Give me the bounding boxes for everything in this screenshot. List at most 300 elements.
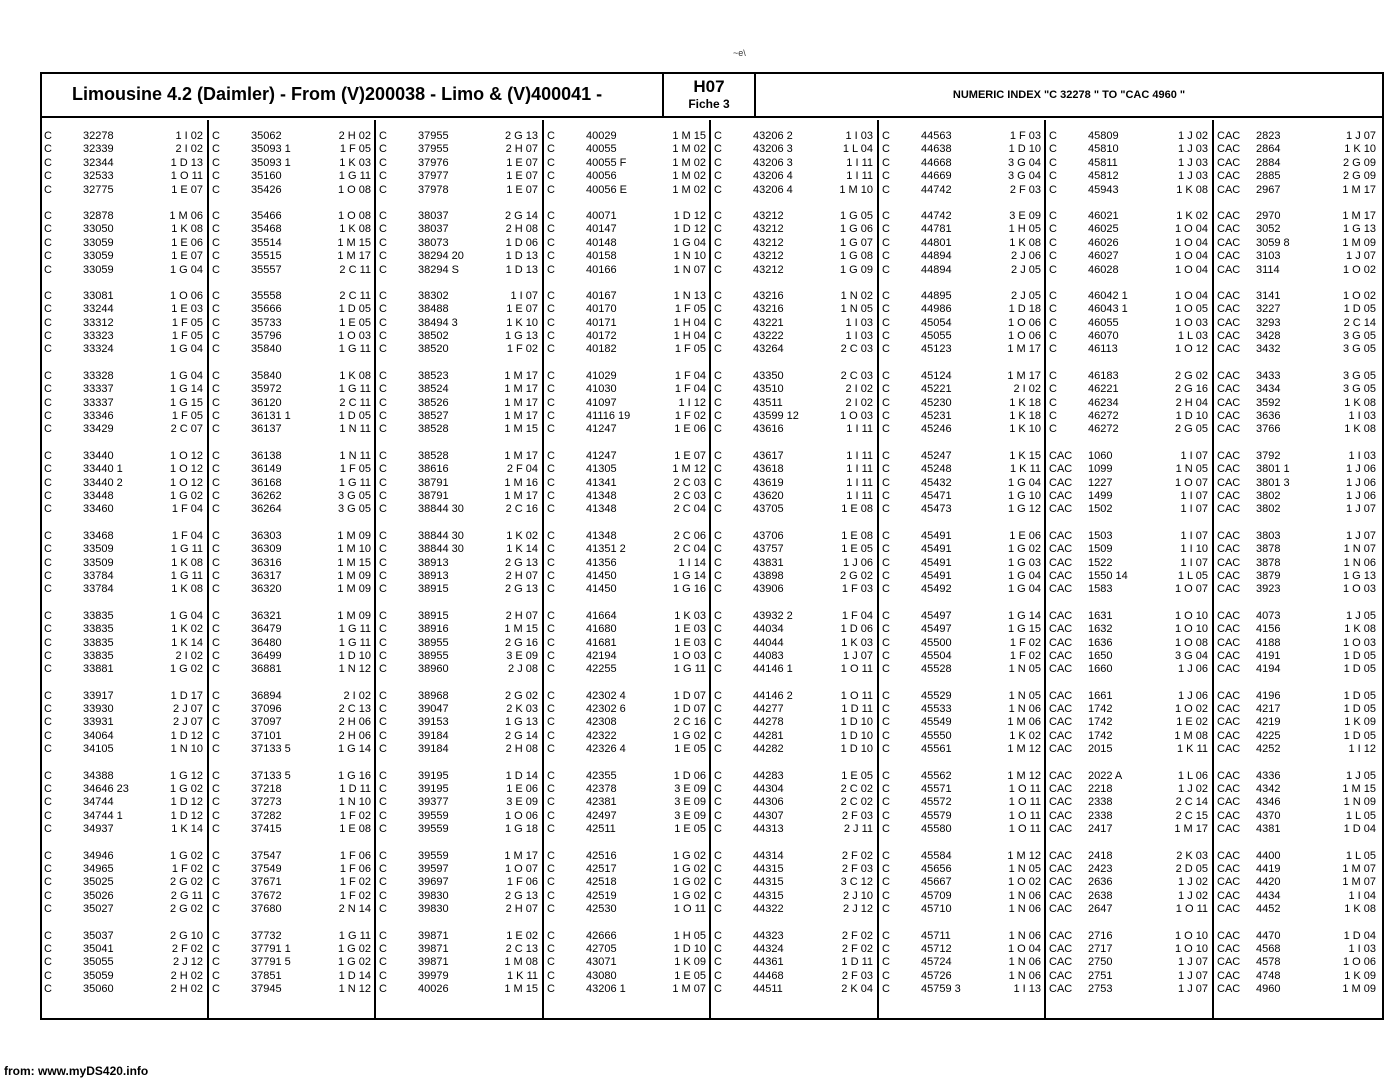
index-entry [1217,143,1381,156]
index-entry [212,264,376,277]
fiche-reference: 1 N 06 [1008,903,1041,916]
index-entry [882,730,1046,743]
part-number: 44277 [753,703,784,716]
part-number: 41029 [586,369,617,382]
fiche-reference: 2 I 02 [343,689,371,702]
part-number: 40148 [586,236,617,249]
part-number: 39559 [418,823,449,836]
part-number: 3433 [1256,369,1281,382]
part-number: 37977 [418,170,449,183]
fiche-reference: 1 K 10 [506,316,538,329]
part-number: 38494 3 [418,316,458,329]
entry-prefix: C [882,636,890,649]
part-number: 45247 [921,449,952,462]
fiche-reference: 1 D 18 [1008,303,1041,316]
fiche-reference: 1 G 02 [672,862,706,875]
fiche-reference: 1 N 06 [1008,969,1041,982]
part-number: 45528 [921,663,952,676]
index-entry [547,503,711,516]
entry-prefix: C [547,156,555,169]
fiche-reference: 1 I 07 [510,289,538,302]
index-entry [1049,796,1213,809]
index-entry [882,850,1046,863]
index-entry [44,890,208,903]
entry-prefix: C [547,529,555,542]
entry-prefix: C [212,876,220,889]
entry-prefix: C [882,583,890,596]
entry-prefix: C [44,303,52,316]
entry-prefix: C [212,783,220,796]
part-number: 44742 [921,183,952,196]
part-number: 40071 [586,209,617,222]
part-number: 43212 [753,263,784,276]
part-number: 40056 E [586,183,627,196]
index-entry [547,463,711,476]
entry-prefix: C [547,143,555,156]
fiche-reference: 1 M 07 [672,983,706,996]
index-entry [547,943,711,956]
entry-prefix: C [882,903,890,916]
entry-prefix: C [882,343,890,356]
fiche-reference: 1 O 06 [1342,956,1376,969]
part-number: 41348 [586,529,617,542]
index-entry [44,570,208,583]
entry-prefix: C [547,476,555,489]
fiche-reference: 1 M 12 [1007,769,1041,782]
entry-prefix: C [1049,383,1057,396]
fiche-reference: 1 O 06 [1007,316,1041,329]
entry-prefix: C [1049,289,1057,302]
part-number: 40171 [586,316,617,329]
index-entry [379,143,543,156]
entry-group [714,130,878,197]
index-entry [882,543,1046,556]
entry-prefix: C [714,529,722,542]
fiche-reference: 1 N 06 [1343,556,1376,569]
entry-prefix: CAC [1049,983,1073,996]
part-number: 1499 [1088,489,1113,502]
index-entry [1049,317,1213,330]
part-number: 33312 [83,316,114,329]
entry-group [547,210,711,277]
entry-prefix: C [212,410,220,423]
fiche-reference: 1 J 07 [1346,130,1376,142]
index-entry [714,943,878,956]
index-entry [212,743,376,756]
entry-group [714,210,878,277]
fiche-reference: 1 G 02 [672,876,706,889]
part-number: 45123 [921,343,952,356]
fiche-reference: 1 E 08 [841,529,873,542]
entry-prefix: C [1049,316,1057,329]
entry-group [547,130,711,197]
fiche-reference: 1 K 02 [506,529,538,542]
fiche-reference: 2 H 07 [505,143,538,156]
index-column [44,130,208,1009]
entry-group [1049,210,1213,277]
part-number: 33324 [83,343,114,356]
entry-prefix: C [379,636,387,649]
fiche-reference: 1 F 05 [339,143,371,156]
index-entry [212,876,376,889]
entry-group [44,770,208,837]
fiche-reference: 1 I 03 [845,330,873,343]
entry-group [1217,930,1381,997]
fiche-reference: 1 G 02 [672,889,706,902]
entry-prefix: C [714,609,722,622]
fiche-reference: 3 E 09 [506,796,538,809]
fiche-reference: 1 O 08 [1174,636,1208,649]
fiche-reference: 1 G 08 [839,250,873,263]
entry-prefix: C [212,143,220,156]
part-number: 42516 [586,849,617,862]
entry-prefix: C [379,503,387,516]
index-entry [1049,170,1213,183]
part-number: 33784 [83,583,114,596]
part-number: 42194 [586,649,617,662]
index-entry [714,610,878,623]
entry-group [1049,850,1213,917]
fiche-reference: 1 M 15 [337,236,371,249]
part-number: 40172 [586,330,617,343]
entry-prefix: C [1049,130,1057,142]
part-number: 44468 [753,969,784,982]
entry-prefix: C [44,623,52,636]
entry-prefix: C [714,716,722,729]
entry-group [882,290,1046,357]
entry-prefix: C [547,330,555,343]
fiche-reference: 1 J 06 [1178,689,1208,702]
fiche-reference: 1 E 05 [841,543,873,556]
part-number: 44044 [753,636,784,649]
index-entry [44,663,208,676]
part-number: 38960 [418,663,449,676]
part-number: 4370 [1256,809,1281,822]
index-entry [44,237,208,250]
entry-prefix: C [44,369,52,382]
entry-prefix: C [547,583,555,596]
index-entry [44,730,208,743]
part-number: 1742 [1088,703,1113,716]
index-entry [547,903,711,916]
entry-prefix: CAC [1049,716,1073,729]
entry-prefix: C [547,636,555,649]
part-number: 36120 [251,396,282,409]
entry-prefix: C [212,463,220,476]
entry-prefix: C [379,903,387,916]
fiche-reference: 2 C 04 [673,503,706,516]
part-number: 44323 [753,929,784,942]
entry-prefix: C [714,383,722,396]
entry-prefix: C [882,929,890,942]
index-entry [379,250,543,263]
fiche-reference: 3 G 04 [1007,156,1041,169]
part-number: 36320 [251,583,282,596]
index-entry [44,743,208,756]
index-entry [1049,557,1213,570]
fiche-reference: 1 K 08 [1344,903,1376,916]
entry-prefix: C [714,410,722,423]
index-entry [379,623,543,636]
index-entry [714,503,878,516]
fiche-reference: 1 L 05 [1345,849,1376,862]
entry-prefix: C [547,876,555,889]
index-entry [1217,863,1381,876]
index-entry [212,703,376,716]
fiche-reference: 1 J 02 [1178,876,1208,889]
index-entry [1049,770,1213,783]
entry-group [212,130,376,197]
entry-group [44,610,208,677]
entry-prefix: C [379,209,387,222]
fiche-reference: 2 G 09 [1342,156,1376,169]
fiche-reference: 1 M 09 [337,583,371,596]
index-entry [1049,264,1213,277]
fiche-reference: 1 D 13 [170,156,203,169]
entry-prefix: CAC [1217,316,1241,329]
index-entry [212,796,376,809]
entry-prefix: C [714,183,722,196]
fiche-reference: 1 J 03 [1178,143,1208,156]
index-entry [212,930,376,943]
entry-prefix: C [44,796,52,809]
part-number: 45584 [921,849,952,862]
index-entry [1217,730,1381,743]
entry-prefix: C [547,289,555,302]
fiche-reference: 2 G 02 [504,689,538,702]
entry-prefix: C [379,583,387,596]
part-number: 35037 [83,929,114,942]
part-number: 41450 [586,569,617,582]
entry-prefix: C [212,942,220,955]
part-number: 4419 [1256,862,1281,875]
index-entry [547,184,711,197]
fiche-reference: 2 H 06 [338,716,371,729]
fiche-reference: 1 G 11 [338,929,371,942]
index-entry [547,130,711,143]
entry-prefix: C [547,703,555,716]
part-number: 43898 [753,569,784,582]
part-number: 39184 [418,729,449,742]
fiche-reference: 2 C 06 [673,529,706,542]
entry-prefix: C [212,823,220,836]
entry-group [44,530,208,597]
index-entry [882,650,1046,663]
entry-prefix: C [882,529,890,542]
part-number: 43264 [753,343,784,356]
index-entry [714,850,878,863]
fiche-reference: 1 G 02 [1007,543,1041,556]
index-entry [212,890,376,903]
entry-prefix: C [212,130,220,142]
entry-prefix: CAC [1049,689,1073,702]
part-number: 44146 2 [753,689,793,702]
fiche-reference: 2 G 02 [169,876,203,889]
part-number: 44313 [753,823,784,836]
index-entry [882,930,1046,943]
entry-prefix: C [212,796,220,809]
fiche-reference: 1 J 02 [1178,783,1208,796]
index-entry [547,690,711,703]
index-entry [44,810,208,823]
entry-prefix: C [212,623,220,636]
entry-prefix: CAC [1049,503,1073,516]
entry-prefix: C [714,476,722,489]
part-number: 43206 3 [753,143,793,156]
part-number: 37549 [251,862,282,875]
fiche-reference: 1 I 03 [1348,449,1376,462]
entry-prefix: C [882,263,890,276]
fiche-reference: 1 I 13 [1013,983,1041,996]
fiche-reference: 1 D 05 [1343,689,1376,702]
fiche-reference: 1 F 06 [339,849,371,862]
fiche-reference: 1 M 09 [1342,983,1376,996]
entry-prefix: CAC [1049,823,1073,836]
entry-group [547,450,711,517]
index-entry [44,170,208,183]
index-entry [882,303,1046,316]
part-number: 45055 [921,330,952,343]
fiche-reference: 1 M 17 [1342,209,1376,222]
index-entry [1217,930,1381,943]
entry-prefix: C [44,383,52,396]
fiche-reference: 1 N 05 [1008,689,1041,702]
part-number: 3141 [1256,289,1281,302]
index-entry [212,170,376,183]
fiche-reference: 2 C 14 [1175,796,1208,809]
part-number: 38528 [418,449,449,462]
entry-prefix: C [1049,423,1057,436]
entry-prefix: C [379,849,387,862]
fiche-reference: 1 O 06 [1007,330,1041,343]
part-number: 2218 [1088,783,1113,796]
index-entry [1217,410,1381,423]
index-entry [882,383,1046,396]
entry-prefix: CAC [1217,849,1241,862]
part-number: 44278 [753,716,784,729]
index-entry [44,823,208,836]
entry-prefix: CAC [1217,556,1241,569]
entry-prefix: C [379,183,387,196]
index-entry [1217,490,1381,503]
fiche-reference: 1 O 02 [1342,289,1376,302]
index-entry [212,184,376,197]
entry-prefix: C [1049,369,1057,382]
entry-prefix: C [714,463,722,476]
index-entry [882,490,1046,503]
entry-prefix: C [379,743,387,756]
index-entry [1049,410,1213,423]
index-entry [44,543,208,556]
fiche-reference: 1 K 10 [1009,423,1041,436]
part-number: 4073 [1256,609,1281,622]
index-entry [212,143,376,156]
fiche-reference: 1 M 10 [839,183,873,196]
fiche-reference: 1 M 15 [504,423,538,436]
part-number: 38915 [418,609,449,622]
fiche-reference: 1 O 03 [672,649,706,662]
index-entry [379,716,543,729]
part-number: 45491 [921,543,952,556]
entry-prefix: C [212,449,220,462]
entry-prefix: C [714,809,722,822]
index-entry [44,770,208,783]
part-number: 32878 [83,209,114,222]
entry-prefix: C [379,556,387,569]
fiche-reference: 1 G 06 [839,223,873,236]
part-number: 33429 [83,423,114,436]
fiche-reference: 2 C 04 [673,543,706,556]
part-number: 4252 [1256,743,1281,756]
part-number: 35093 1 [251,156,291,169]
fiche-reference: 1 O 12 [169,476,203,489]
part-number: 36131 1 [251,410,291,423]
index-entry [547,383,711,396]
fiche-reference: 1 N 07 [1343,543,1376,556]
part-number: 35041 [83,942,114,955]
index-entry [1217,876,1381,889]
fiche-reference: 1 M 17 [504,489,538,502]
part-number: 44742 [921,209,952,222]
index-entry [547,557,711,570]
index-entry [882,956,1046,969]
entry-group [882,610,1046,677]
part-number: 33917 [83,689,114,702]
fiche-reference: 2 J 11 [843,823,873,836]
entry-prefix: C [44,889,52,902]
part-number: 45124 [921,369,952,382]
entry-prefix: C [547,236,555,249]
fiche-reference: 1 D 12 [673,223,706,236]
fiche-reference: 2 I 02 [845,383,873,396]
fiche-reference: 1 O 03 [1342,583,1376,596]
fiche-reference: 1 O 10 [1174,623,1208,636]
part-number: 1632 [1088,623,1113,636]
fiche-reference: 1 M 12 [1007,743,1041,756]
fiche-reference: 1 M 02 [672,183,706,196]
part-number: 46043 1 [1088,303,1128,316]
entry-group [882,530,1046,597]
index-entry [1049,184,1213,197]
entry-prefix: C [212,903,220,916]
fiche-reference: 1 M 17 [1174,823,1208,836]
fiche-reference: 1 N 05 [1008,862,1041,875]
index-entry [379,557,543,570]
entry-prefix: C [882,449,890,462]
index-entry [714,170,878,183]
fiche-reference: 1 I 11 [846,156,873,169]
index-entry [714,796,878,809]
fiche-reference: 2 I 02 [175,649,203,662]
entry-prefix: C [882,823,890,836]
entry-prefix: C [882,983,890,996]
index-entry [379,850,543,863]
entry-prefix: C [44,689,52,702]
part-number: 35025 [83,876,114,889]
fiche-reference: 1 K 08 [171,223,203,236]
part-number: 43932 2 [753,609,793,622]
index-entry [882,250,1046,263]
index-entry [44,210,208,223]
fiche-reference: 1 M 02 [672,170,706,183]
index-entry [714,690,878,703]
part-number: 43080 [586,969,617,982]
entry-group [44,850,208,917]
fiche-reference: 1 M 10 [337,543,371,556]
fiche-reference: 1 G 13 [504,716,538,729]
index-entry [1217,223,1381,236]
part-number: 38913 [418,556,449,569]
